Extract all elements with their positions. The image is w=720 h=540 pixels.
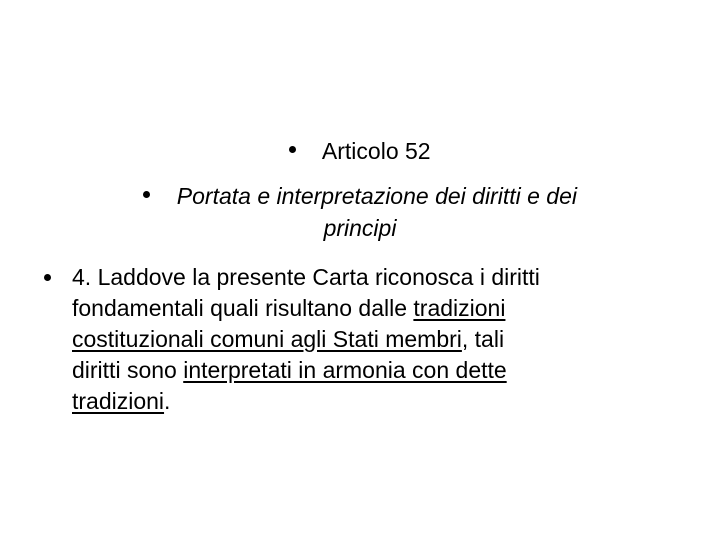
paragraph-text: fondamentali quali risultano dalle bbox=[72, 295, 414, 321]
underlined-text: tradizioni bbox=[72, 388, 165, 414]
article-title: Articolo 52 bbox=[321, 138, 431, 164]
paragraph-line bbox=[72, 293, 672, 324]
article-heading bbox=[0, 137, 720, 166]
paragraph-line bbox=[72, 324, 672, 355]
bullet-icon bbox=[289, 146, 296, 153]
paragraph-line bbox=[72, 386, 672, 417]
paragraph-text: diritti sono bbox=[72, 357, 184, 383]
paragraph-line bbox=[72, 262, 672, 293]
underlined-text: interpretati in armonia con dette bbox=[183, 357, 507, 383]
bullet-icon bbox=[44, 274, 51, 281]
article-subtitle bbox=[0, 182, 720, 246]
paragraph-text: . bbox=[164, 388, 171, 414]
subtitle-line-2: principi bbox=[323, 215, 397, 241]
underlined-text: costituzionali comuni agli Stati membri bbox=[72, 326, 462, 352]
paragraph-text: , tali bbox=[461, 326, 505, 352]
underlined-text: tradizioni bbox=[413, 295, 506, 321]
subtitle-line-1: Portata e interpretazione dei diritti e dei bbox=[176, 183, 577, 209]
article-paragraph bbox=[72, 262, 672, 417]
paragraph-line bbox=[72, 355, 672, 386]
paragraph-text: 4. Laddove la presente Carta riconosca i diritti bbox=[72, 264, 540, 290]
bullet-icon bbox=[143, 191, 150, 198]
